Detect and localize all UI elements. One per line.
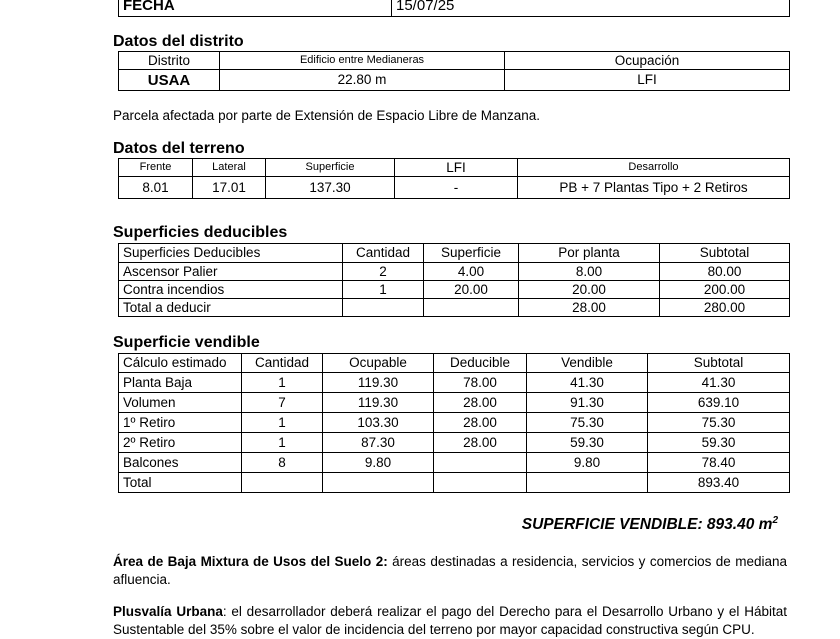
table-cell: 9.80 <box>323 453 434 473</box>
table-cell: 1 <box>343 281 424 299</box>
table-cell: Balcones <box>119 453 242 473</box>
vendible-header-subtotal: Subtotal <box>648 354 790 373</box>
table-cell: 2 <box>343 263 424 281</box>
table-cell: Ascensor Palier <box>119 263 343 281</box>
table-cell: 9.80 <box>527 453 648 473</box>
lfi-value: - <box>395 177 518 199</box>
table-cell: 119.30 <box>323 393 434 413</box>
deducibles-table <box>118 243 790 317</box>
table-cell: 8.00 <box>519 263 660 281</box>
summary-superscript: 2 <box>772 515 778 526</box>
table-cell: Contra incendios <box>119 281 343 299</box>
table-cell: 1 <box>242 433 323 453</box>
distrito-header: Distrito <box>119 52 220 70</box>
table-cell <box>323 473 434 493</box>
table-cell: 41.30 <box>527 373 648 393</box>
vendible-table <box>118 353 790 493</box>
table-cell: 75.30 <box>648 413 790 433</box>
fecha-label: FECHA <box>119 0 392 17</box>
terreno-table <box>118 158 790 199</box>
table-cell <box>424 299 519 317</box>
table-cell <box>434 453 527 473</box>
frente-header: Frente <box>119 159 193 177</box>
vendible-header-ocupable: Ocupable <box>323 354 434 373</box>
table-cell <box>527 473 648 493</box>
table-cell: 2º Retiro <box>119 433 242 453</box>
distrito-title: Datos del distrito <box>113 33 244 50</box>
table-cell: 1 <box>242 413 323 433</box>
vendible-header-deducible: Deducible <box>434 354 527 373</box>
table-cell: 28.00 <box>434 433 527 453</box>
table-cell: 8 <box>242 453 323 473</box>
paragraph-mixtura-text: áreas destinadas a residencia, servicios y comercios de mediana afluencia. <box>113 554 787 587</box>
header-table <box>118 0 790 17</box>
paragraph-plusvalia <box>113 603 787 639</box>
superficie-value: 137.30 <box>266 177 395 199</box>
superficie-vendible-summary <box>522 515 778 534</box>
medianeras-header: Edificio entre Medianeras <box>220 52 505 70</box>
table-cell: 20.00 <box>424 281 519 299</box>
distrito-value: USAA <box>119 70 220 91</box>
vendible-header-cantidad: Cantidad <box>242 354 323 373</box>
summary-label: SUPERFICIE VENDIBLE: 893.40 m <box>521 516 773 534</box>
table-cell: 78.40 <box>648 453 790 473</box>
paragraph-plusvalia-text: : el desarrollador deberá realizar el pago del Derecho para el Desarrollo Urbano y el Hábitat Sustentable del 35% sobre el valor de incidencia del terreno por mayor capacidad constructiva según CPU. <box>113 604 787 637</box>
table-cell: 80.00 <box>660 263 790 281</box>
ocupacion-value: LFI <box>505 70 790 91</box>
deducibles-header-subtotal: Subtotal <box>660 244 790 263</box>
table-cell: 1 <box>242 373 323 393</box>
table-cell: 28.00 <box>519 299 660 317</box>
table-cell: Total <box>119 473 242 493</box>
table-cell: 78.00 <box>434 373 527 393</box>
frente-value: 8.01 <box>119 177 193 199</box>
table-cell: 119.30 <box>323 373 434 393</box>
fecha-value: 15/07/25 <box>392 0 790 17</box>
table-cell: 75.30 <box>527 413 648 433</box>
vendible-header-vendible: Vendible <box>527 354 648 373</box>
paragraph-mixtura <box>113 553 787 589</box>
table-cell: 4.00 <box>424 263 519 281</box>
table-cell: 103.30 <box>323 413 434 433</box>
desarrollo-value: PB + 7 Plantas Tipo + 2 Retiros <box>518 177 790 199</box>
table-cell: 41.30 <box>648 373 790 393</box>
table-cell: 59.30 <box>527 433 648 453</box>
parcela-note: Parcela afectada por parte de Extensión de Espacio Libre de Manzana. <box>113 108 541 123</box>
table-cell: 28.00 <box>434 413 527 433</box>
lateral-value: 17.01 <box>193 177 266 199</box>
table-cell: Total a deducir <box>119 299 343 317</box>
table-cell <box>434 473 527 493</box>
table-cell: 7 <box>242 393 323 413</box>
table-cell: 1º Retiro <box>119 413 242 433</box>
terreno-title: Datos del terreno <box>113 140 245 157</box>
deducibles-header-name: Superficies Deducibles <box>119 244 343 263</box>
deducibles-title: Superficies deducibles <box>113 224 288 241</box>
table-cell: 639.10 <box>648 393 790 413</box>
medianeras-value: 22.80 m <box>220 70 505 91</box>
ocupacion-header: Ocupación <box>505 52 790 70</box>
table-cell: 200.00 <box>660 281 790 299</box>
table-cell: 87.30 <box>323 433 434 453</box>
lfi-header: LFI <box>395 159 518 177</box>
lateral-header: Lateral <box>193 159 266 177</box>
table-cell: 91.30 <box>527 393 648 413</box>
distrito-table <box>118 51 790 91</box>
deducibles-header-cantidad: Cantidad <box>343 244 424 263</box>
vendible-title: Superficie vendible <box>113 334 260 351</box>
table-cell: 28.00 <box>434 393 527 413</box>
table-cell: 20.00 <box>519 281 660 299</box>
paragraph-plusvalia-bold: Plusvalía Urbana <box>113 604 223 619</box>
paragraph-mixtura-bold: Área de Baja Mixtura de Usos del Suelo 2: <box>113 554 388 569</box>
vendible-header-calculo: Cálculo estimado <box>119 354 242 373</box>
deducibles-header-porplanta: Por planta <box>519 244 660 263</box>
table-cell: 59.30 <box>648 433 790 453</box>
table-cell <box>343 299 424 317</box>
table-cell: Volumen <box>119 393 242 413</box>
table-cell <box>242 473 323 493</box>
deducibles-header-superficie: Superficie <box>424 244 519 263</box>
table-cell: 280.00 <box>660 299 790 317</box>
superficie-header: Superficie <box>266 159 395 177</box>
table-cell: Planta Baja <box>119 373 242 393</box>
desarrollo-header: Desarrollo <box>518 159 790 177</box>
table-cell: 893.40 <box>648 473 790 493</box>
